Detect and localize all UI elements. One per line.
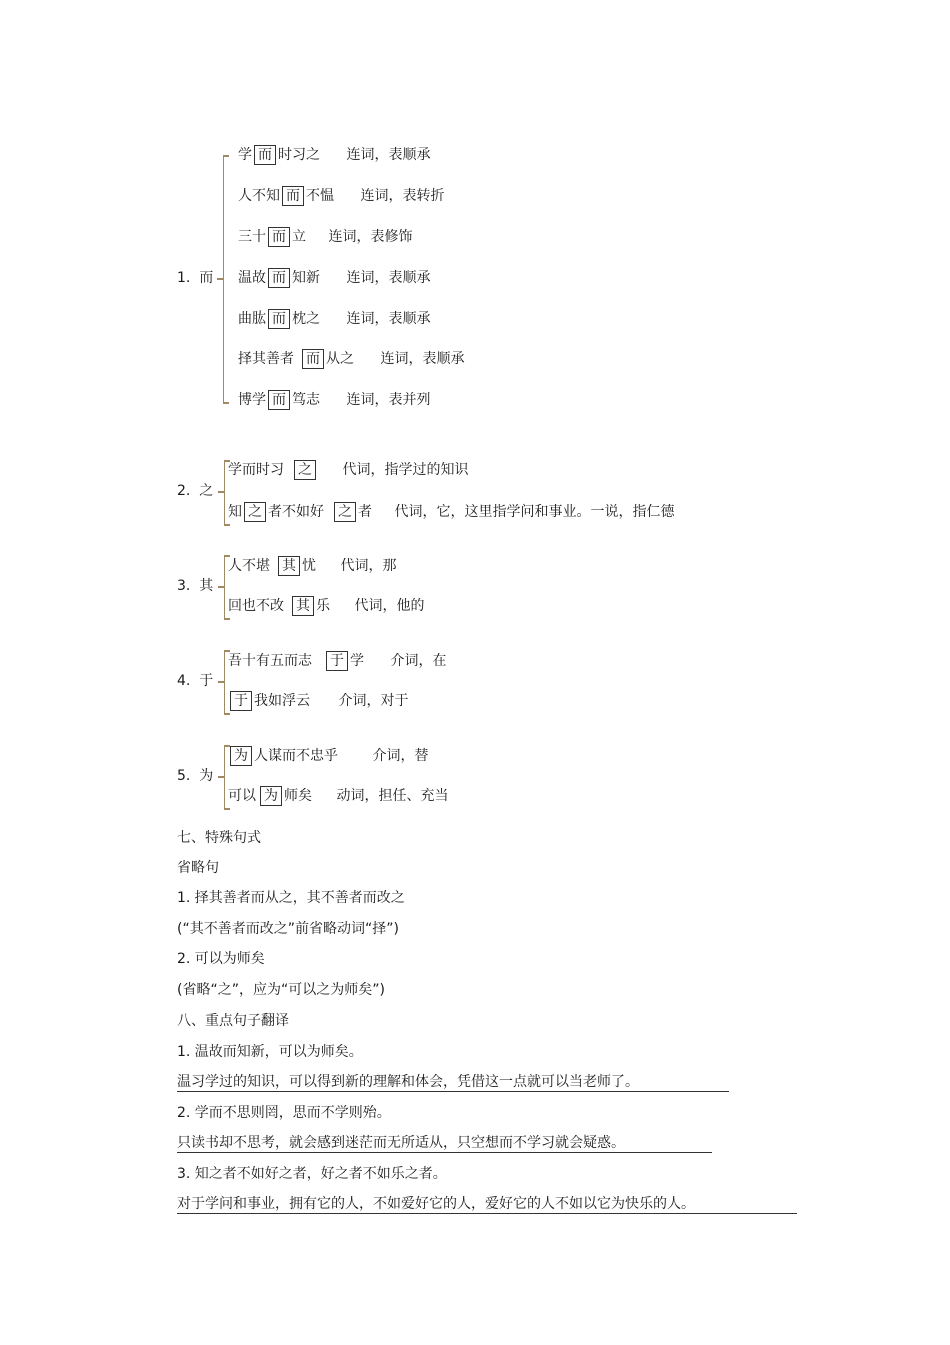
keyword-box: 而	[254, 145, 276, 165]
group-label	[177, 482, 213, 500]
group-number: 5.	[177, 768, 191, 784]
keyword-box: 之	[334, 502, 356, 522]
keyword-box: 于	[230, 691, 252, 711]
group-number: 1.	[177, 270, 191, 286]
keyword-box: 而	[268, 268, 290, 288]
example-row: 为 人谋而不忠乎 介词，替	[228, 746, 428, 766]
translation: 温习学过的知识，可以得到新的理解和体会，凭借这一点就可以当老师了。	[177, 1073, 729, 1092]
group-label	[177, 269, 213, 287]
brace	[224, 555, 225, 619]
usage-note: 代词，指学过的知识	[342, 462, 469, 478]
group-number: 4.	[177, 673, 191, 689]
usage-note: 连词，表顺承	[346, 270, 431, 286]
group-word: 于	[199, 673, 214, 689]
section-heading: 七、特殊句式	[177, 830, 261, 846]
brace-tip	[224, 808, 230, 810]
example-row: 学而时习 之 代词，指学过的知识	[228, 462, 469, 478]
brace	[224, 650, 225, 714]
usage-note: 连词，表顺承	[346, 147, 431, 163]
section-heading: 八、重点句子翻译	[177, 1013, 289, 1029]
keyword-box: 于	[326, 651, 348, 671]
keyword-box: 之	[244, 502, 266, 522]
usage-note: 连词，表修饰	[328, 229, 413, 245]
keyword-box: 而	[268, 227, 290, 247]
example-row: 于 我如浮云 介词，对于	[228, 691, 408, 711]
brace	[224, 745, 225, 809]
example-row: 博学 而 笃志 连词，表并列	[238, 392, 431, 408]
item-note: (省略“之”，应为“可以之为师矣”)	[177, 982, 385, 998]
keyword-box: 其	[292, 596, 314, 616]
brace-tip	[224, 713, 230, 715]
group-label	[177, 672, 213, 690]
section-subheading: 省略句	[177, 860, 219, 876]
sentence: 1. 温故而知新，可以为师矣。	[177, 1044, 363, 1060]
translation: 只读书却不思考，就会感到迷茫而无所适从，只空想而不学习就会疑惑。	[177, 1134, 712, 1153]
sentence: 2. 学而不思则罔，思而不学则殆。	[177, 1105, 391, 1121]
group-label	[177, 767, 213, 785]
example-row: 三十 而 立 连词，表修饰	[238, 229, 413, 245]
brace-tip	[217, 278, 223, 280]
keyword-box: 其	[278, 556, 300, 576]
brace	[223, 155, 224, 403]
translation: 对于学问和事业，拥有它的人，不如爱好它的人，爱好它的人不如以它为快乐的人。	[177, 1195, 797, 1214]
example-row: 温故 而 知新 连词，表顺承	[238, 270, 431, 286]
example-row: 人不知 而 不愠 连词，表转折	[238, 188, 445, 204]
usage-note: 连词，表转折	[360, 188, 445, 204]
example-row: 知 之 者不如好 之 者 代词，它，这里指学问和事业。一说，指仁德	[228, 504, 675, 520]
brace-tip	[218, 586, 224, 588]
group-label	[177, 577, 213, 595]
example-row: 学 而 时习之 连词，表顺承	[238, 147, 431, 163]
example-row: 择其善者 而 从之 连词，表顺承	[238, 351, 465, 367]
brace	[224, 460, 225, 525]
usage-note: 代词，他的	[354, 598, 425, 614]
keyword-box: 而	[268, 309, 290, 329]
brace-tip	[218, 491, 224, 493]
example-row: 人不堪 其 忧 代词，那	[228, 558, 397, 574]
brace-tip	[218, 776, 224, 778]
usage-note: 连词，表顺承	[380, 351, 465, 367]
usage-note: 连词，表并列	[346, 392, 431, 408]
group-word: 其	[199, 578, 214, 594]
usage-note: 连词，表顺承	[346, 311, 431, 327]
example-row: 曲肱 而 枕之 连词，表顺承	[238, 311, 431, 327]
sentence: 3. 知之者不如好之者，好之者不如乐之者。	[177, 1166, 447, 1182]
example-row: 回也不改 其 乐 代词，他的	[228, 598, 425, 614]
group-number: 3.	[177, 578, 191, 594]
usage-note: 介词，对于	[338, 693, 409, 709]
brace-tip	[224, 618, 230, 620]
example-row: 吾十有五而志 于 学 介词，在	[228, 653, 447, 669]
group-word: 之	[199, 483, 214, 499]
usage-note: 代词，它，这里指学问和事业。一说，指仁德	[394, 504, 675, 520]
keyword-box: 为	[230, 746, 252, 766]
item-note: (“其不善者而改之”前省略动词“择”)	[177, 921, 399, 937]
list-item: 2. 可以为师矣	[177, 951, 265, 967]
usage-note: 代词，那	[340, 558, 397, 574]
brace-tip	[224, 524, 230, 526]
keyword-box: 而	[268, 390, 290, 410]
list-item: 1. 择其善者而从之，其不善者而改之	[177, 890, 405, 906]
usage-note: 介词，在	[390, 653, 447, 669]
keyword-box: 为	[260, 786, 282, 806]
usage-note: 介词，替	[372, 748, 429, 764]
keyword-box: 之	[294, 460, 316, 480]
brace-tip	[223, 155, 229, 157]
brace-tip	[223, 402, 229, 404]
group-word: 而	[199, 270, 214, 286]
keyword-box: 而	[302, 349, 324, 369]
keyword-box: 而	[282, 186, 304, 206]
usage-note: 动词，担任、充当	[336, 788, 449, 804]
group-word: 为	[199, 768, 214, 784]
group-number: 2.	[177, 483, 191, 499]
brace-tip	[218, 681, 224, 683]
example-row: 可以 为 师矣 动词，担任、充当	[228, 788, 449, 804]
